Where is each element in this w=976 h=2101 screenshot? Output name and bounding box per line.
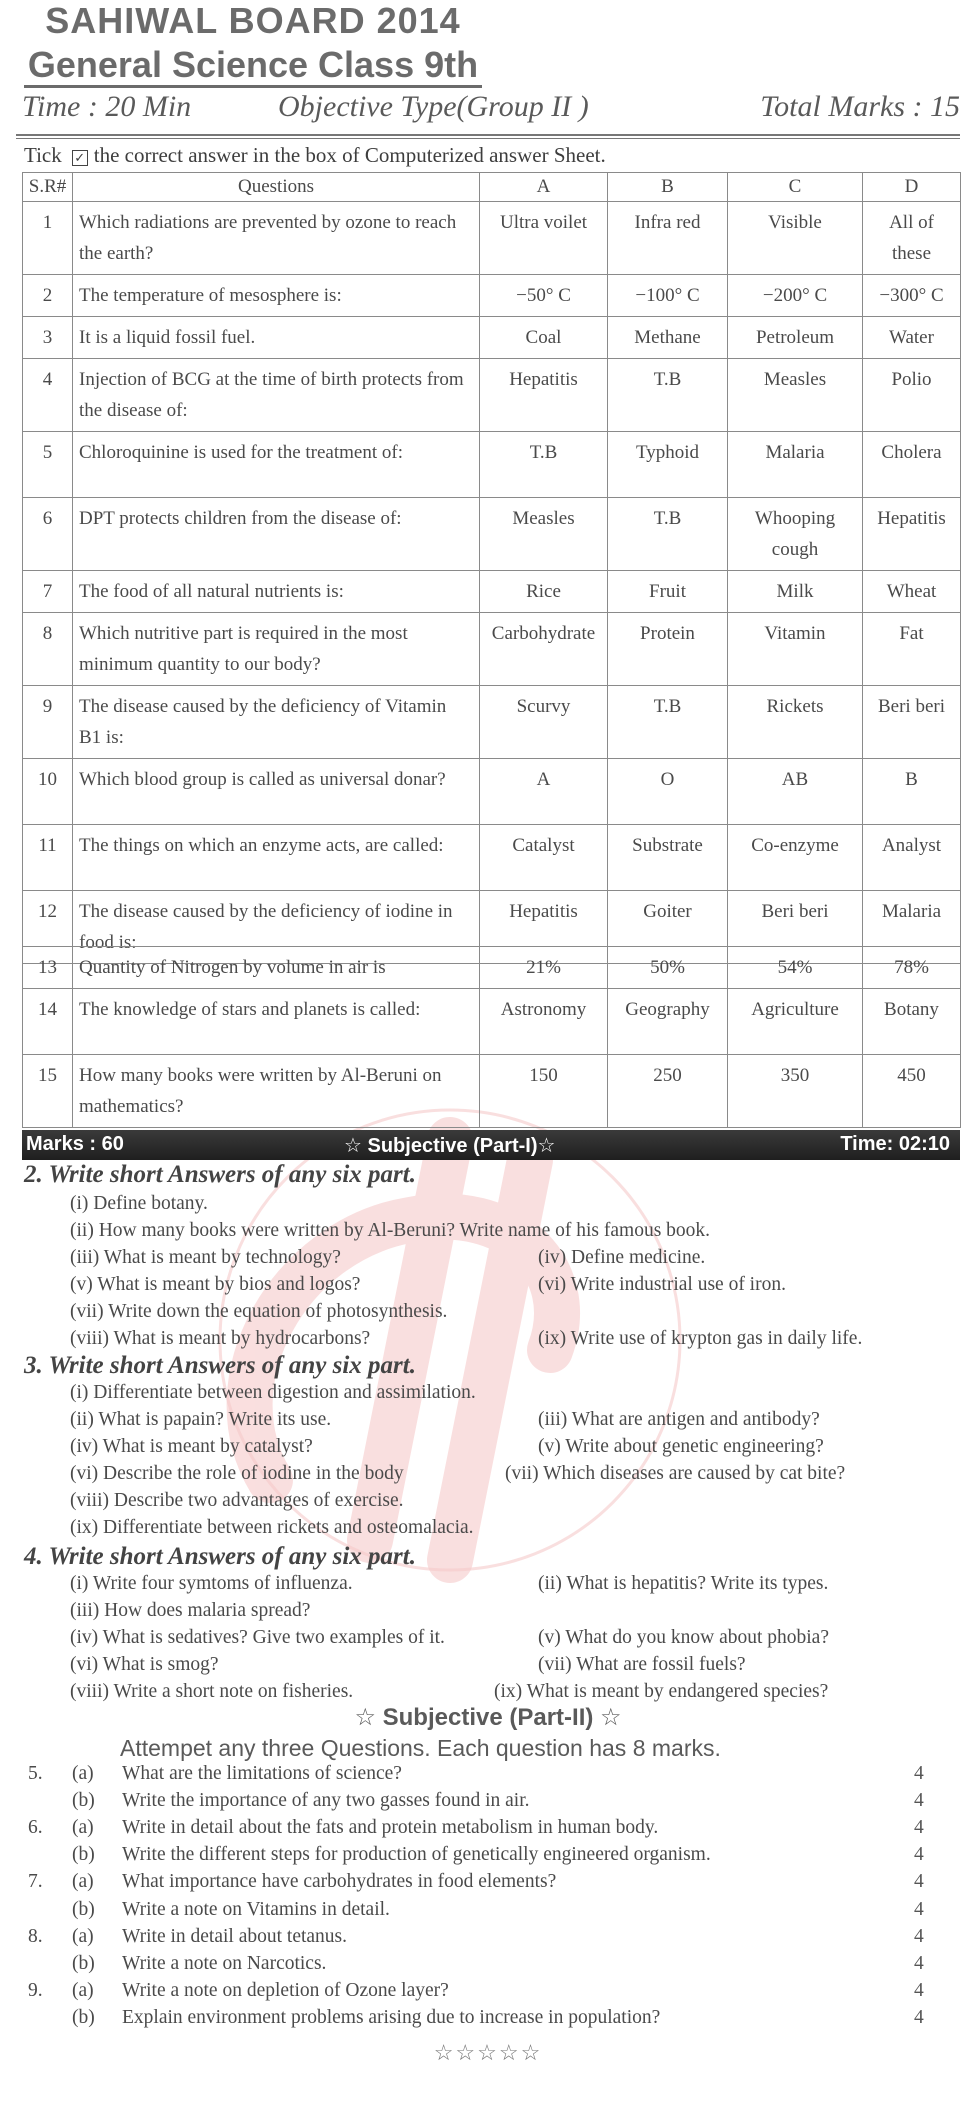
q2-item-ii: (ii) How many books were written by Al-Beruni? Write name of his famous book. [70, 1220, 711, 1241]
mcq-option-a: 150 [480, 1055, 608, 1128]
long-question-marks: 4 [914, 2006, 924, 2028]
q3-item-iv: (iv) What is meant by catalyst? [70, 1436, 313, 1457]
mcq-option-a: Carbohydrate [480, 613, 608, 686]
long-question-marks: 4 [914, 1817, 924, 1839]
mcq-option-a: Measles [480, 498, 608, 571]
mcq-option-b: T.B [608, 498, 728, 571]
q2-item-iii: (iii) What is meant by technology? [70, 1247, 341, 1268]
mcq-row [23, 359, 961, 432]
total-marks: Total Marks : 15 [760, 90, 960, 123]
mcq-option-d: Polio [863, 359, 961, 432]
mcq-option-b: T.B [608, 359, 728, 432]
q4-item-ix: (ix) What is meant by endangered species? [494, 1681, 829, 1702]
mcq-sr: 13 [23, 947, 73, 989]
mcq-option-a: Hepatitis [480, 891, 608, 964]
mcq-sr: 3 [23, 317, 73, 359]
q2-item-iv: (iv) Define medicine. [538, 1247, 706, 1268]
mcq-option-d: Cholera [863, 432, 961, 498]
long-question-marks: 4 [914, 1871, 924, 1893]
mcq-body-continued [23, 947, 961, 1128]
long-question-part: (b) [72, 1952, 95, 1974]
long-question-text: Write in detail about tetanus. [122, 1925, 348, 1947]
mcq-option-d: Botany [863, 989, 961, 1055]
mcq-sr: 2 [23, 275, 73, 317]
mcq-option-d: Wheat [863, 571, 961, 613]
q2-item-ix: (ix) Write use of krypton gas in daily life. [538, 1328, 863, 1349]
col-a: A [480, 173, 608, 202]
mcq-option-c: 350 [728, 1055, 863, 1128]
q3-heading: 3. Write short Answers of any six part. [24, 1352, 416, 1379]
long-question-part: (a) [72, 1817, 94, 1839]
mcq-sr: 7 [23, 571, 73, 613]
mcq-table [22, 172, 961, 964]
mcq-option-d: −300° C [863, 275, 961, 317]
mcq-option-a: Coal [480, 317, 608, 359]
mcq-question: It is a liquid fossil fuel. [73, 317, 480, 359]
mcq-question: Quantity of Nitrogen by volume in air is [73, 947, 480, 989]
col-d: D [863, 173, 961, 202]
mcq-option-c: Vitamin [728, 613, 863, 686]
mcq-sr: 6 [23, 498, 73, 571]
q3-item-i: (i) Differentiate between digestion and assimilation. [70, 1382, 476, 1403]
long-question-marks: 4 [914, 1898, 924, 1920]
mcq-option-a: Rice [480, 571, 608, 613]
long-question-part: (b) [72, 1790, 95, 1812]
time-allowed: Time : 20 Min [22, 90, 192, 123]
q4-item-viii: (viii) Write a short note on fisheries. [70, 1681, 354, 1702]
mcq-option-d: 450 [863, 1055, 961, 1128]
mcq-sr: 14 [23, 989, 73, 1055]
long-question-part: (a) [72, 1979, 94, 2001]
q3-item-vii: (vii) Which diseases are caused by cat bite? [505, 1463, 846, 1484]
mcq-option-b: T.B [608, 686, 728, 759]
q4-item-i: (i) Write four symtoms of influenza. [70, 1573, 353, 1594]
q3-item-v: (v) Write about genetic engineering? [538, 1436, 824, 1457]
q4-item-iv: (iv) What is sedatives? Give two examples of it. [70, 1627, 445, 1648]
mcq-option-b: Typhoid [608, 432, 728, 498]
mcq-option-c: Rickets [728, 686, 863, 759]
board-title: SAHIWAL BOARD 2014 [45, 0, 461, 41]
mcq-option-d: Water [863, 317, 961, 359]
mcq-question: The disease caused by the deficiency of Vitamin B1 is: [73, 686, 480, 759]
mcq-question: Injection of BCG at the time of birth protects from the disease of: [73, 359, 480, 432]
mcq-question: The disease caused by the deficiency of iodine in food is: [73, 891, 480, 964]
long-question-text: Write the different steps for production of genetically engineered organism. [122, 1844, 711, 1866]
mcq-sr: 10 [23, 759, 73, 825]
mcq-option-a: T.B [480, 432, 608, 498]
mcq-option-b: Fruit [608, 571, 728, 613]
mcq-option-a: A [480, 759, 608, 825]
mcq-option-c: AB [728, 759, 863, 825]
q3-item-vi: (vi) Describe the role of iodine in the body [70, 1463, 404, 1484]
paper-type: Objective Type(Group II ) [278, 90, 589, 123]
mcq-row [23, 202, 961, 275]
long-question-text: Write in detail about the fats and protein metabolism in human body. [122, 1817, 659, 1839]
long-question-marks: 4 [914, 1925, 924, 1947]
long-question-part: (b) [72, 1898, 95, 1920]
subject-title [0, 44, 741, 86]
long-question-part: (a) [72, 1871, 94, 1893]
mcq-question: Which blood group is called as universal donar? [73, 759, 480, 825]
mcq-question: Which radiations are prevented by ozone to reach the earth? [73, 202, 480, 275]
mcq-body [23, 202, 961, 964]
mcq-option-a: 21% [480, 947, 608, 989]
mcq-option-d: All of these [863, 202, 961, 275]
q2-item-vi: (vi) Write industrial use of iron. [538, 1274, 786, 1295]
q4-item-vi: (vi) What is smog? [70, 1654, 219, 1675]
q2-item-v: (v) What is meant by bios and logos? [70, 1274, 361, 1295]
mcq-row [23, 613, 961, 686]
long-question-marks: 4 [914, 1763, 924, 1784]
mcq-option-b: Goiter [608, 891, 728, 964]
q3-item-ii: (ii) What is papain? Write its use. [70, 1409, 332, 1430]
long-question-text: Explain environment problems arising due to increase in population? [122, 2006, 661, 2028]
mcq-sr: 9 [23, 686, 73, 759]
mcq-sr: 5 [23, 432, 73, 498]
mcq-option-d: Malaria [863, 891, 961, 964]
mcq-row [23, 825, 961, 891]
mcq-row [23, 571, 961, 613]
long-question-part: (a) [72, 1763, 94, 1784]
mcq-option-b: Protein [608, 613, 728, 686]
mcq-option-b: Substrate [608, 825, 728, 891]
mcq-row [23, 275, 961, 317]
mcq-question: The food of all natural nutrients is: [73, 571, 480, 613]
part2-instruction: Attempet any three Questions. Each question has 8 marks. [120, 1735, 721, 1761]
subjective-time: Time: 02:10 [840, 1133, 950, 1155]
long-question-number: 6. [28, 1817, 43, 1839]
long-question-text: Write a note on Vitamins in detail. [122, 1898, 390, 1920]
subjective-part2-title: ☆ Subjective (Part-II) ☆ [354, 1704, 622, 1731]
mcq-option-d: Analyst [863, 825, 961, 891]
col-sr: S.R# [23, 173, 73, 202]
long-question-marks: 4 [914, 1979, 924, 2001]
mcq-row [23, 686, 961, 759]
mcq-row [23, 432, 961, 498]
long-question-marks: 4 [914, 1844, 924, 1866]
q4-heading: 4. Write short Answers of any six part. [24, 1543, 416, 1570]
mcq-option-b: Methane [608, 317, 728, 359]
long-question-text: What are the limitations of science? [122, 1763, 402, 1784]
subjective-part1-bar [22, 1130, 960, 1160]
mcq-option-d: Hepatitis [863, 498, 961, 571]
col-b: B [608, 173, 728, 202]
mcq-question: The temperature of mesosphere is: [73, 275, 480, 317]
mcq-sr: 12 [23, 891, 73, 964]
end-stars: ☆☆☆☆☆ [433, 2040, 543, 2065]
mcq-table-continued [22, 946, 961, 1128]
mcq-sr: 15 [23, 1055, 73, 1128]
mcq-row [23, 317, 961, 359]
subjective-marks: Marks : 60 [26, 1133, 124, 1155]
col-question: Questions [73, 173, 480, 202]
mcq-question: DPT protects children from the disease of: [73, 498, 480, 571]
mcq-option-c: 54% [728, 947, 863, 989]
mcq-option-d: 78% [863, 947, 961, 989]
mcq-option-b: 250 [608, 1055, 728, 1128]
instruction-line [24, 143, 606, 168]
mcq-sr: 8 [23, 613, 73, 686]
q2-item-viii: (viii) What is meant by hydrocarbons? [70, 1328, 371, 1349]
mcq-row [23, 947, 961, 989]
mcq-option-d: Beri beri [863, 686, 961, 759]
mcq-sr: 11 [23, 825, 73, 891]
header-rule [16, 134, 960, 136]
instruction-before: Tick [24, 143, 62, 167]
col-c: C [728, 173, 863, 202]
mcq-question: Which nutritive part is required in the most minimum quantity to our body? [73, 613, 480, 686]
mcq-option-c: Co-enzyme [728, 825, 863, 891]
mcq-question: Chloroquinine is used for the treatment of: [73, 432, 480, 498]
mcq-option-b: 50% [608, 947, 728, 989]
instruction-after: the correct answer in the box of Computerized answer Sheet. [93, 143, 606, 167]
mcq-sr: 1 [23, 202, 73, 275]
q4-item-vii: (vii) What are fossil fuels? [538, 1654, 746, 1675]
mcq-option-a: Hepatitis [480, 359, 608, 432]
mcq-option-c: Measles [728, 359, 863, 432]
mcq-row [23, 1055, 961, 1128]
q4-item-iii: (iii) How does malaria spread? [70, 1600, 311, 1621]
long-question-part: (b) [72, 1844, 95, 1866]
long-question-text: What importance have carbohydrates in food elements? [122, 1871, 557, 1893]
mcq-option-c: Whooping cough [728, 498, 863, 571]
mcq-sr: 4 [23, 359, 73, 432]
mcq-question: The knowledge of stars and planets is called: [73, 989, 480, 1055]
checkbox-tick-icon: ✓ [72, 150, 88, 166]
mcq-option-b: Geography [608, 989, 728, 1055]
q3-item-ix: (ix) Differentiate between rickets and osteomalacia. [70, 1517, 474, 1538]
mcq-option-b: O [608, 759, 728, 825]
q4-item-ii: (ii) What is hepatitis? Write its types. [538, 1573, 829, 1594]
long-question-text: Write a note on Narcotics. [122, 1952, 327, 1974]
subject-title-text: General Science Class 9th [24, 44, 482, 88]
long-question-text: Write the importance of any two gasses found in air. [122, 1790, 530, 1812]
long-question-number: 8. [28, 1925, 43, 1947]
mcq-option-a: Ultra voilet [480, 202, 608, 275]
paper-meta-row [22, 90, 960, 130]
mcq-header-row [23, 173, 961, 202]
q3-item-viii: (viii) Describe two advantages of exercise. [70, 1490, 404, 1511]
mcq-option-c: Agriculture [728, 989, 863, 1055]
mcq-option-d: Fat [863, 613, 961, 686]
long-question-text: Write a note on depletion of Ozone layer? [122, 1979, 449, 2001]
header-rule-thin [16, 138, 960, 139]
long-question-marks: 4 [914, 1952, 924, 1974]
mcq-option-c: Malaria [728, 432, 863, 498]
q2-item-i: (i) Define botany. [70, 1193, 208, 1214]
long-question-number: 7. [28, 1871, 43, 1893]
q2-item-vii: (vii) Write down the equation of photosynthesis. [70, 1301, 448, 1322]
long-question-number: 9. [28, 1979, 43, 2001]
mcq-row [23, 989, 961, 1055]
mcq-question: How many books were written by Al-Beruni on mathematics? [73, 1055, 480, 1128]
mcq-row [23, 498, 961, 571]
mcq-option-b: −100° C [608, 275, 728, 317]
long-question-part: (b) [72, 2006, 95, 2028]
long-question-number: 5. [28, 1763, 43, 1784]
mcq-option-c: Petroleum [728, 317, 863, 359]
mcq-option-c: −200° C [728, 275, 863, 317]
mcq-row [23, 759, 961, 825]
mcq-option-c: Beri beri [728, 891, 863, 964]
mcq-option-a: −50° C [480, 275, 608, 317]
mcq-question: The things on which an enzyme acts, are called: [73, 825, 480, 891]
mcq-option-d: B [863, 759, 961, 825]
q2-heading: 2. Write short Answers of any six part. [24, 1161, 416, 1188]
mcq-option-b: Infra red [608, 202, 728, 275]
q3-item-iii: (iii) What are antigen and antibody? [538, 1409, 820, 1430]
subjective-part1-title: ☆ Subjective (Part-I)☆ [344, 1135, 556, 1157]
mcq-option-c: Milk [728, 571, 863, 613]
mcq-option-c: Visible [728, 202, 863, 275]
mcq-option-a: Scurvy [480, 686, 608, 759]
long-question-part: (a) [72, 1925, 94, 1947]
long-question-marks: 4 [914, 1790, 924, 1812]
mcq-option-a: Catalyst [480, 825, 608, 891]
q4-item-v: (v) What do you know about phobia? [538, 1627, 829, 1648]
mcq-option-a: Astronomy [480, 989, 608, 1055]
